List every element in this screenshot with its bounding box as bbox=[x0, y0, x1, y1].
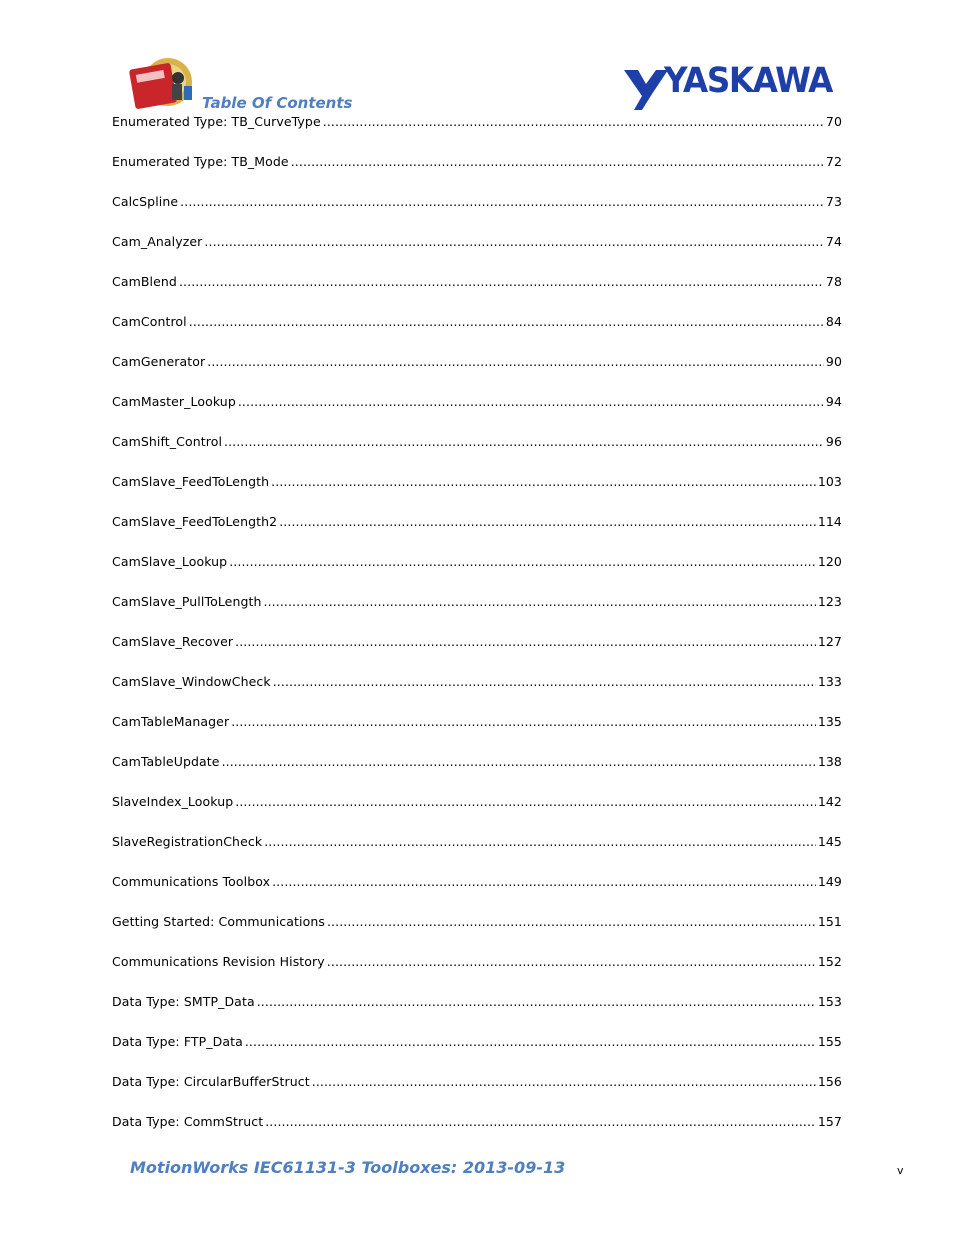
toc-entry[interactable] bbox=[112, 232, 842, 272]
toc-entry[interactable] bbox=[112, 1112, 842, 1152]
toc-entry-page: 138 bbox=[817, 754, 842, 769]
section-title: Table Of Contents bbox=[202, 94, 353, 112]
toc-entry-title: CamSlave_Recover bbox=[112, 634, 234, 649]
toc-entry-page: 96 bbox=[825, 434, 842, 449]
toc-entry-page: 74 bbox=[825, 234, 842, 249]
footer-title: MotionWorks IEC61131-3 Toolboxes: 2013-09-13 bbox=[130, 1158, 566, 1177]
toc-entry-title: Cam_Analyzer bbox=[112, 234, 203, 249]
toc-entry-page: 120 bbox=[817, 554, 842, 569]
toc-entry-title: CamBlend bbox=[112, 274, 177, 289]
dot-leader bbox=[179, 272, 824, 292]
dot-leader bbox=[229, 552, 816, 572]
toc-entry-title: Enumerated Type: TB_Mode bbox=[112, 154, 289, 169]
dot-leader bbox=[291, 152, 824, 172]
dot-leader bbox=[327, 952, 816, 972]
toc-entry[interactable] bbox=[112, 392, 842, 432]
toc-entry-title: Getting Started: Communications bbox=[112, 914, 325, 929]
toc-entry[interactable] bbox=[112, 512, 842, 552]
toc-entry[interactable] bbox=[112, 672, 842, 712]
toc-entry-page: 70 bbox=[825, 114, 842, 129]
dot-leader bbox=[312, 1072, 816, 1092]
toc-entry[interactable] bbox=[112, 152, 842, 192]
toc-entry-page: 135 bbox=[817, 714, 842, 729]
toc-entry-page: 78 bbox=[825, 274, 842, 289]
toc-entry-title: Data Type: FTP_Data bbox=[112, 1034, 243, 1049]
toc-entry[interactable] bbox=[112, 472, 842, 512]
toc-entry-page: 84 bbox=[825, 314, 842, 329]
dot-leader bbox=[272, 872, 816, 892]
toc-entry-page: 127 bbox=[817, 634, 842, 649]
dot-leader bbox=[264, 832, 816, 852]
dot-leader bbox=[204, 232, 823, 252]
toc-entry[interactable] bbox=[112, 872, 842, 912]
dot-leader bbox=[264, 592, 816, 612]
toc-entry[interactable] bbox=[112, 712, 842, 752]
toc-entry-page: 155 bbox=[817, 1034, 842, 1049]
toc-entry-page: 103 bbox=[817, 474, 842, 489]
toc-entry-title: CamSlave_Lookup bbox=[112, 554, 228, 569]
toc-entry-title: CamSlave_FeedToLength2 bbox=[112, 514, 278, 529]
toc-entry-title: CamTableUpdate bbox=[112, 754, 220, 769]
toc-entry-page: 157 bbox=[817, 1114, 842, 1129]
toc-entry-title: CamShift_Control bbox=[112, 434, 223, 449]
dot-leader bbox=[235, 632, 816, 652]
dot-leader bbox=[235, 792, 816, 812]
toc-entry-title: Communications Toolbox bbox=[112, 874, 271, 889]
dot-leader bbox=[273, 672, 816, 692]
toc-entry-page: 114 bbox=[817, 514, 842, 529]
toc-entry-title: Communications Revision History bbox=[112, 954, 325, 969]
toc-entry-title: SlaveRegistrationCheck bbox=[112, 834, 263, 849]
toc-entry[interactable] bbox=[112, 112, 842, 152]
toc-entry[interactable] bbox=[112, 952, 842, 992]
toc-entry[interactable] bbox=[112, 912, 842, 952]
toc-entry-title: CamMaster_Lookup bbox=[112, 394, 236, 409]
toc-entry-title: CamTableManager bbox=[112, 714, 230, 729]
toc-entry-title: Data Type: CommStruct bbox=[112, 1114, 264, 1129]
toc-entry-title: Data Type: CircularBufferStruct bbox=[112, 1074, 310, 1089]
dot-leader bbox=[180, 192, 824, 212]
toc-entry-page: 72 bbox=[825, 154, 842, 169]
toc-entry-title: CamGenerator bbox=[112, 354, 206, 369]
toc-entry[interactable] bbox=[112, 1032, 842, 1072]
toc-entry[interactable] bbox=[112, 792, 842, 832]
page-number: v bbox=[897, 1164, 904, 1177]
dot-leader bbox=[189, 312, 824, 332]
dot-leader bbox=[323, 112, 824, 132]
dot-leader bbox=[238, 392, 824, 412]
dot-leader bbox=[265, 1112, 816, 1132]
toc-entry-title: CamControl bbox=[112, 314, 187, 329]
toc-entry-title: CamSlave_FeedToLength bbox=[112, 474, 270, 489]
toc-entry-page: 151 bbox=[817, 914, 842, 929]
toc-entry-page: 133 bbox=[817, 674, 842, 689]
toc-entry-title: SlaveIndex_Lookup bbox=[112, 794, 234, 809]
dot-leader bbox=[327, 912, 816, 932]
toc-entry-page: 152 bbox=[817, 954, 842, 969]
toc-entry-page: 145 bbox=[817, 834, 842, 849]
toc-entry[interactable] bbox=[112, 352, 842, 392]
toc-entry-page: 156 bbox=[817, 1074, 842, 1089]
toc-entry[interactable] bbox=[112, 312, 842, 352]
toc-entry-page: 149 bbox=[817, 874, 842, 889]
toc-entry[interactable] bbox=[112, 752, 842, 792]
toc-entry[interactable] bbox=[112, 1072, 842, 1112]
toc-entry[interactable] bbox=[112, 832, 842, 872]
toc-entry[interactable] bbox=[112, 592, 842, 632]
dot-leader bbox=[279, 512, 816, 532]
toc-entry[interactable] bbox=[112, 552, 842, 592]
brand-name: YASKAWA bbox=[664, 61, 832, 101]
toc-entry[interactable] bbox=[112, 632, 842, 672]
toc-entry-page: 73 bbox=[825, 194, 842, 209]
dot-leader bbox=[231, 712, 816, 732]
dot-leader bbox=[222, 752, 816, 772]
dot-leader bbox=[207, 352, 824, 372]
toc-entry-title: CalcSpline bbox=[112, 194, 179, 209]
toc-entry[interactable] bbox=[112, 192, 842, 232]
toolbox-badge-icon bbox=[128, 56, 200, 110]
dot-leader bbox=[257, 992, 816, 1012]
dot-leader bbox=[245, 1032, 816, 1052]
toc-entry-page: 153 bbox=[817, 994, 842, 1009]
toc-entry-page: 123 bbox=[817, 594, 842, 609]
toc-entry[interactable] bbox=[112, 992, 842, 1032]
toc-entry[interactable] bbox=[112, 272, 842, 312]
dot-leader bbox=[271, 472, 816, 492]
table-of-contents bbox=[112, 112, 842, 1152]
toc-entry-page: 90 bbox=[825, 354, 842, 369]
toc-entry-title: CamSlave_PullToLength bbox=[112, 594, 262, 609]
toc-entry-page: 94 bbox=[825, 394, 842, 409]
dot-leader bbox=[224, 432, 824, 452]
toc-entry-page: 142 bbox=[817, 794, 842, 809]
toc-entry[interactable] bbox=[112, 432, 842, 472]
toc-entry-title: Enumerated Type: TB_CurveType bbox=[112, 114, 321, 129]
toc-entry-title: Data Type: SMTP_Data bbox=[112, 994, 255, 1009]
toc-entry-title: CamSlave_WindowCheck bbox=[112, 674, 271, 689]
